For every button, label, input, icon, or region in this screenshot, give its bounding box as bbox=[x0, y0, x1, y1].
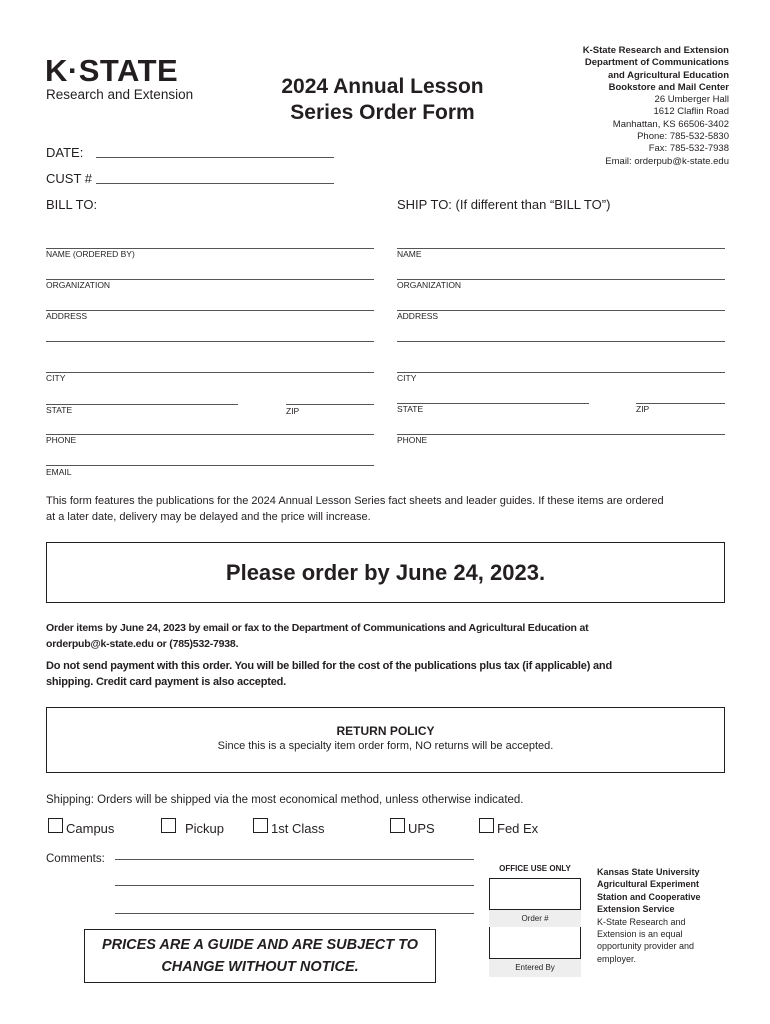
payment-note-line: Do not send payment with this order. You will be billed for the cost of the publications plus tax (if applicable) and bbox=[46, 660, 612, 672]
prices-notice-line: CHANGE WITHOUT NOTICE. bbox=[161, 959, 359, 975]
kstate-logo-subtitle: Research and Extension bbox=[46, 87, 194, 102]
ship-to-heading: SHIP TO: (If different than “BILL TO”) bbox=[397, 197, 611, 212]
ksu-line: opportunity provider and bbox=[597, 941, 695, 952]
ksu-line: Kansas State University bbox=[597, 867, 700, 877]
checkbox[interactable] bbox=[390, 818, 405, 833]
shipping-option-label: 1st Class bbox=[271, 821, 325, 836]
date-label: DATE: bbox=[46, 145, 84, 160]
form-title bbox=[270, 74, 495, 126]
order-deadline-box bbox=[46, 542, 725, 603]
bill-address2-field[interactable] bbox=[46, 341, 374, 342]
form-title-line1: 2024 Annual Lesson bbox=[281, 75, 484, 98]
payment-note bbox=[46, 658, 736, 690]
shipping-option-pickup[interactable] bbox=[161, 815, 224, 836]
shipping-option-fedex[interactable] bbox=[479, 815, 538, 836]
bill-email-field[interactable] bbox=[46, 465, 374, 466]
bill-name-label: NAME (ORDERED BY) bbox=[46, 249, 135, 259]
ship-phone-field[interactable] bbox=[397, 434, 725, 435]
shipping-option-ups[interactable] bbox=[390, 815, 435, 836]
checkbox[interactable] bbox=[479, 818, 494, 833]
shipping-option-label: Fed Ex bbox=[497, 821, 539, 836]
address-line: Department of Communications bbox=[584, 57, 729, 69]
ksu-statement bbox=[597, 866, 727, 965]
checkbox[interactable] bbox=[48, 818, 63, 833]
ksu-line: Extension is an equal bbox=[597, 929, 683, 940]
bill-address-label: ADDRESS bbox=[46, 311, 88, 321]
date-field[interactable] bbox=[96, 157, 334, 158]
ship-address-field[interactable] bbox=[397, 310, 725, 311]
ship-phone-label: PHONE bbox=[397, 435, 428, 445]
cust-label: CUST # bbox=[46, 171, 92, 186]
ksu-line: Extension Service bbox=[597, 904, 675, 915]
bill-address-field[interactable] bbox=[46, 310, 374, 311]
ship-name-label: NAME bbox=[397, 249, 422, 259]
prices-notice bbox=[84, 929, 436, 983]
ksu-line: Station and Cooperative bbox=[597, 891, 701, 902]
ship-state-field[interactable] bbox=[397, 403, 589, 404]
checkbox[interactable] bbox=[253, 818, 268, 833]
bill-city-field[interactable] bbox=[46, 372, 374, 373]
return-policy-text: Since this is a specialty item order form, NO returns will be accepted. bbox=[217, 740, 554, 752]
shipping-option-label: UPS bbox=[408, 821, 435, 836]
ksu-line: Agricultural Experiment bbox=[597, 879, 700, 890]
office-entered-label: Entered By bbox=[489, 958, 581, 977]
order-instructions-line: Order items by June 24, 2023 by email or fax to the Department of Communications and Agricultural Education at bbox=[46, 622, 589, 634]
cust-field[interactable] bbox=[96, 183, 334, 184]
payment-note-line: shipping. Credit card payment is also accepted. bbox=[46, 676, 287, 688]
bill-organization-label: ORGANIZATION bbox=[46, 280, 111, 290]
ship-organization-label: ORGANIZATION bbox=[397, 280, 462, 290]
address-line: Bookstore and Mail Center bbox=[608, 81, 729, 93]
prices-notice-line: PRICES ARE A GUIDE AND ARE SUBJECT TO bbox=[101, 937, 419, 953]
address-line: Manhattan, KS 66506-3402 bbox=[612, 118, 729, 130]
shipping-text: Shipping: Orders will be shipped via the most economical method, unless otherwise indicated. bbox=[46, 794, 524, 806]
ship-zip-label: ZIP bbox=[636, 404, 650, 414]
ship-zip-field[interactable] bbox=[636, 403, 725, 404]
ksu-line: employer. bbox=[597, 953, 637, 964]
bill-to-heading: BILL TO: bbox=[46, 197, 98, 212]
comments-label: Comments: bbox=[46, 853, 105, 865]
address-line: K-State Research and Extension bbox=[582, 45, 729, 56]
ship-address2-field[interactable] bbox=[397, 341, 725, 342]
ksu-line: K-State Research and bbox=[597, 916, 686, 927]
comments-line-2[interactable] bbox=[115, 885, 474, 886]
address-line: 1612 Claflin Road bbox=[653, 106, 729, 118]
intro-paragraph bbox=[46, 493, 736, 525]
ship-name-field[interactable] bbox=[397, 248, 725, 249]
bill-email-label: EMAIL bbox=[46, 467, 72, 477]
address-line: 26 Umberger Hall bbox=[654, 94, 729, 106]
ship-city-field[interactable] bbox=[397, 372, 725, 373]
office-use-header: OFFICE USE ONLY bbox=[489, 859, 581, 879]
bill-phone-label: PHONE bbox=[46, 435, 77, 445]
address-block bbox=[583, 45, 729, 168]
ship-state-label: STATE bbox=[397, 404, 424, 414]
return-policy-title: RETURN POLICY bbox=[336, 724, 435, 738]
bill-phone-field[interactable] bbox=[46, 434, 374, 435]
form-title-line2: Series Order Form bbox=[290, 101, 475, 124]
ship-city-label: CITY bbox=[397, 373, 417, 383]
bill-city-label: CITY bbox=[46, 373, 66, 383]
office-order-label: Order # bbox=[489, 909, 581, 927]
address-line: Email: orderpub@k-state.edu bbox=[605, 155, 729, 167]
shipping-option-1st-class[interactable] bbox=[253, 815, 324, 836]
shipping-option-campus[interactable] bbox=[48, 815, 114, 836]
address-line: Phone: 785-532-5830 bbox=[637, 131, 729, 143]
intro-line: at a later date, delivery may be delayed and the price will increase. bbox=[46, 511, 371, 523]
bill-state-field[interactable] bbox=[46, 404, 238, 405]
comments-line-3[interactable] bbox=[115, 913, 474, 914]
bill-zip-field[interactable] bbox=[286, 404, 374, 405]
address-line: Fax: 785-532-7938 bbox=[648, 143, 729, 155]
return-policy-box bbox=[46, 707, 725, 773]
kstate-logo: K·STATE bbox=[45, 53, 179, 88]
shipping-option-label: Campus bbox=[66, 821, 115, 836]
order-deadline-text: Please order by June 24, 2023. bbox=[225, 559, 546, 585]
checkbox[interactable] bbox=[161, 818, 176, 833]
order-instructions bbox=[46, 620, 736, 652]
bill-zip-label: ZIP bbox=[286, 406, 300, 416]
intro-line: This form features the publications for the 2024 Annual Lesson Series fact sheets and leader guides. If these items are ordered bbox=[46, 495, 664, 507]
bill-state-label: STATE bbox=[46, 405, 73, 415]
order-instructions-line: orderpub@k-state.edu or (785)532-7938. bbox=[46, 638, 239, 650]
ship-address-label: ADDRESS bbox=[397, 311, 439, 321]
comments-line-1[interactable] bbox=[115, 859, 474, 860]
address-line: and Agricultural Education bbox=[607, 69, 729, 81]
shipping-option-label: Pickup bbox=[185, 821, 225, 836]
